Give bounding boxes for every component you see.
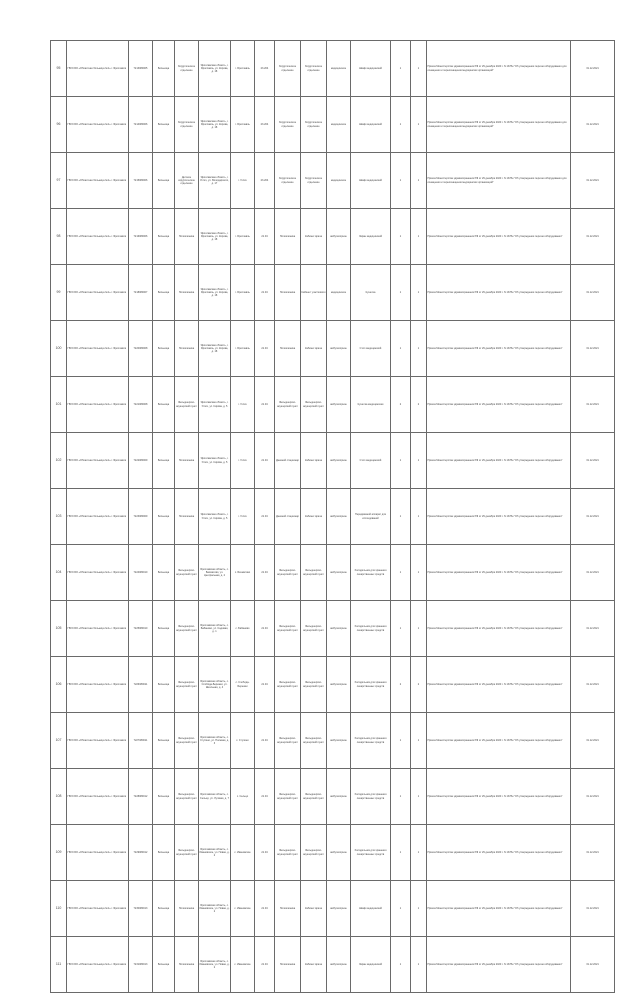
institution-type-cell: Больница [153, 321, 175, 377]
inventory-number-cell: 7229080012 [129, 825, 153, 881]
quantity-actual-cell: 1 [411, 489, 427, 545]
unit-kind-cell: Хирургическое отделение [275, 97, 301, 153]
regulation-basis-cell: Приказ Министерства здравоохранения РФ от 29 декабря 2020 г. N 1378н "Об утверждении перечня оборудования" [427, 377, 571, 433]
institution-type-cell: Больница [153, 545, 175, 601]
institution-type-cell: Больница [153, 209, 175, 265]
organization-name-cell: ГБУЗ ЯО «Областная больница №1» г. Ярославля [67, 321, 129, 377]
quantity-required-cell: 1 [391, 209, 411, 265]
locality-cell: г. Ярославль [231, 41, 255, 97]
inventory-number-cell: 7225080010 [129, 601, 153, 657]
locality-cell: г. Углич [231, 153, 255, 209]
address-cell: Ярославская область, с. Ступино, ул. Полевая, д. 3 [199, 713, 231, 769]
institution-type-cell: Больница [153, 433, 175, 489]
unit-name-cell: Кабинет врача [301, 937, 327, 993]
unit-name-cell: Фельдшерско-акушерский пункт [301, 601, 327, 657]
quantity-actual-cell: 1 [411, 825, 427, 881]
unit-name-cell: Фельдшерско-акушерский пункт [301, 545, 327, 601]
table-body [51, 41, 615, 993]
organization-name-cell: ГБУЗ ЯО «Областная больница №1» г. Ярославля [67, 825, 129, 881]
deadline-date-cell: 31.12.2021 [571, 433, 615, 489]
unit-name-cell: Кабинет врача [301, 209, 327, 265]
equipment-name-cell: Шкаф медицинский [351, 153, 391, 209]
row-number-cell: 96 [51, 97, 67, 153]
locality-cell: с. Бабаново [231, 601, 255, 657]
quantity-actual-cell: 1 [411, 97, 427, 153]
address-cell: Ярославская область, с. Слобода-Бережки, ул. Школьная, д. 4 [199, 657, 231, 713]
code-value-cell: 21.04 [255, 321, 275, 377]
quantity-required-cell: 1 [391, 321, 411, 377]
category-cell: амбулаторное [327, 825, 351, 881]
equipment-name-cell: Шкаф медицинский [351, 97, 391, 153]
department-cell: Поликлиника [175, 321, 199, 377]
organization-name-cell: ГБУЗ ЯО «Областная больница №1» г. Ярославля [67, 41, 129, 97]
deadline-date-cell: 31.12.2021 [571, 769, 615, 825]
quantity-required-cell: 1 [391, 41, 411, 97]
department-cell: Фельдшерско-акушерский пункт [175, 769, 199, 825]
table-row [51, 769, 615, 825]
table-row [51, 97, 615, 153]
row-number-cell: 111 [51, 937, 67, 993]
table-row [51, 601, 615, 657]
department-cell: Фельдшерско-акушерский пункт [175, 377, 199, 433]
organization-name-cell: ГБУЗ ЯО «Областная больница №1» г. Ярославля [67, 601, 129, 657]
unit-kind-cell: Поликлиника [275, 209, 301, 265]
quantity-required-cell: 1 [391, 433, 411, 489]
locality-cell: г. Углич [231, 433, 255, 489]
code-value-cell: 23.204 [255, 153, 275, 209]
deadline-date-cell: 31.12.2021 [571, 97, 615, 153]
department-cell: Фельдшерско-акушерский пункт [175, 601, 199, 657]
row-number-cell: 100 [51, 321, 67, 377]
institution-type-cell: Больница [153, 265, 175, 321]
inventory-number-cell: 7215080006 [129, 153, 153, 209]
unit-name-cell: Хирургическое отделение [301, 153, 327, 209]
institution-type-cell: Больница [153, 489, 175, 545]
unit-kind-cell: Фельдшерско-акушерский пункт [275, 601, 301, 657]
organization-name-cell: ГБУЗ ЯО «Областная больница №1» г. Ярославля [67, 937, 129, 993]
unit-kind-cell: Дневной стационар [275, 489, 301, 545]
unit-kind-cell: Фельдшерско-акушерский пункт [275, 825, 301, 881]
deadline-date-cell: 31.12.2021 [571, 153, 615, 209]
department-cell: Поликлиника [175, 209, 199, 265]
inventory-number-cell: 7213080005 [129, 41, 153, 97]
department-cell: Поликлиника [175, 433, 199, 489]
category-cell: медицинское [327, 153, 351, 209]
regulation-basis-cell: Приказ Министерства здравоохранения РФ от 29 декабря 2020 г. N 1378н "Об утверждении перечня оборудования" [427, 489, 571, 545]
inventory-number-cell: 7214080006 [129, 97, 153, 153]
organization-name-cell: ГБУЗ ЯО «Областная больница №1» г. Ярославля [67, 377, 129, 433]
table-row [51, 153, 615, 209]
table-row [51, 657, 615, 713]
code-value-cell: 21.04 [255, 881, 275, 937]
deadline-date-cell: 31.12.2021 [571, 713, 615, 769]
equipment-name-cell: Передвижной аппарат для исследований [351, 489, 391, 545]
code-value-cell: 23.204 [255, 41, 275, 97]
category-cell: амбулаторное [327, 601, 351, 657]
unit-name-cell: Кабинет участкового [301, 265, 327, 321]
deadline-date-cell: 31.12.2021 [571, 377, 615, 433]
inventory-number-cell: 7221080008 [129, 377, 153, 433]
category-cell: амбулаторное [327, 209, 351, 265]
unit-kind-cell: Поликлиника [275, 321, 301, 377]
address-cell: Ярославская область, г. Углич, ул. Володарского, д. 17 [199, 153, 231, 209]
equipment-name-cell: Холодильник для хранения лекарственных средств [351, 769, 391, 825]
inventory-number-cell: 7216080006 [129, 209, 153, 265]
organization-name-cell: ГБУЗ ЯО «Областная больница №1» г. Ярославля [67, 657, 129, 713]
unit-kind-cell: Хирургическое отделение [275, 153, 301, 209]
category-cell: амбулаторное [327, 489, 351, 545]
institution-type-cell: Больница [153, 97, 175, 153]
unit-kind-cell: Фельдшерско-акушерский пункт [275, 713, 301, 769]
row-number-cell: 106 [51, 657, 67, 713]
category-cell: амбулаторное [327, 937, 351, 993]
table-row [51, 377, 615, 433]
quantity-actual-cell: 1 [411, 265, 427, 321]
row-number-cell: 109 [51, 825, 67, 881]
code-value-cell: 21.04 [255, 601, 275, 657]
row-number-cell: 99 [51, 265, 67, 321]
unit-name-cell: Фельдшерско-акушерский пункт [301, 713, 327, 769]
department-cell: Поликлиника [175, 937, 199, 993]
category-cell: медицинское [327, 97, 351, 153]
institution-type-cell: Больница [153, 713, 175, 769]
department-cell: Фельдшерско-акушерский пункт [175, 545, 199, 601]
deadline-date-cell: 31.12.2021 [571, 881, 615, 937]
locality-cell: г. Углич [231, 377, 255, 433]
row-number-cell: 107 [51, 713, 67, 769]
unit-name-cell: Кабинет врача [301, 321, 327, 377]
institution-type-cell: Больница [153, 825, 175, 881]
code-value-cell: 21.04 [255, 825, 275, 881]
locality-cell: г. Ярославль [231, 265, 255, 321]
department-cell: Поликлиника [175, 881, 199, 937]
address-cell: Ярославская область, г. Ярославль, ул. Кирова, д. 18 [199, 209, 231, 265]
quantity-actual-cell: 1 [411, 209, 427, 265]
table-row [51, 321, 615, 377]
address-cell: Ярославская область, с. Бахматово, ул. Центральная, д. 2 [199, 545, 231, 601]
locality-cell: с. Слобода-Бережки [231, 657, 255, 713]
address-cell: Ярославская область, с. Ивановское, ул. Новая, д. 2 [199, 937, 231, 993]
table-row [51, 713, 615, 769]
locality-cell: с. Ивановское [231, 881, 255, 937]
table-row [51, 433, 615, 489]
inventory-number-cell: 7230080013 [129, 881, 153, 937]
equipment-name-cell: Кушетка [351, 265, 391, 321]
equipment-name-cell: Кушетка медицинская [351, 377, 391, 433]
category-cell: амбулаторное [327, 881, 351, 937]
table-row [51, 881, 615, 937]
inventory-number-cell: 7222080009 [129, 433, 153, 489]
quantity-required-cell: 1 [391, 489, 411, 545]
table-row [51, 489, 615, 545]
row-number-cell: 104 [51, 545, 67, 601]
equipment-name-cell: Холодильник для хранения лекарственных средств [351, 601, 391, 657]
equipment-name-cell: Холодильник для хранения лекарственных средств [351, 545, 391, 601]
organization-name-cell: ГБУЗ ЯО «Областная больница №1» г. Ярославля [67, 713, 129, 769]
regulation-basis-cell: Приказ Министерства здравоохранения РФ от 29 декабря 2020 г. N 1378н "Об утверждении перечня оборудования" [427, 545, 571, 601]
address-cell: Ярославская область, г. Ярославль, ул. Кирова, д. 18 [199, 97, 231, 153]
unit-kind-cell: Дневной стационар [275, 433, 301, 489]
organization-name-cell: ГБУЗ ЯО «Областная больница №1» г. Ярославля [67, 545, 129, 601]
quantity-actual-cell: 1 [411, 937, 427, 993]
code-value-cell: 21.04 [255, 657, 275, 713]
code-value-cell: 21.04 [255, 489, 275, 545]
quantity-required-cell: 1 [391, 825, 411, 881]
code-value-cell: 21.04 [255, 769, 275, 825]
quantity-actual-cell: 2 [411, 657, 427, 713]
inventory-number-cell: 7228080012 [129, 769, 153, 825]
address-cell: Ярославская область, с. Бабаново, ул. Садовая, д. 1 [199, 601, 231, 657]
deadline-date-cell: 31.12.2021 [571, 825, 615, 881]
inventory-number-cell: 7218080007 [129, 265, 153, 321]
department-cell: Фельдшерско-акушерский пункт [175, 657, 199, 713]
organization-name-cell: ГБУЗ ЯО «Областная больница №1» г. Ярославля [67, 433, 129, 489]
category-cell: амбулаторное [327, 321, 351, 377]
category-cell: амбулаторное [327, 433, 351, 489]
inventory-number-cell: 7231080013 [129, 937, 153, 993]
inventory-number-cell: 7227080011 [129, 713, 153, 769]
regulation-basis-cell: Приказ Министерства здравоохранения РФ от 29 декабря 2020 г. N 1378н "Об утверждении перечня оборудования" [427, 769, 571, 825]
quantity-required-cell: 1 [391, 153, 411, 209]
regulation-basis-cell: Приказ Министерства здравоохранения РФ от 29 декабря 2020 г. N 1378н "Об утверждении перечня оборудования для оснащения и переоснащения медицинских организаций" [427, 153, 571, 209]
code-value-cell: 21.04 [255, 265, 275, 321]
quantity-required-cell: 2 [391, 657, 411, 713]
regulation-basis-cell: Приказ Министерства здравоохранения РФ от 29 декабря 2020 г. N 1378н "Об утверждении перечня оборудования" [427, 209, 571, 265]
quantity-actual-cell: 1 [411, 41, 427, 97]
unit-kind-cell: Поликлиника [275, 265, 301, 321]
regulation-basis-cell: Приказ Министерства здравоохранения РФ от 29 декабря 2020 г. N 1378н "Об утверждении перечня оборудования" [427, 937, 571, 993]
table-row [51, 209, 615, 265]
regulation-basis-cell: Приказ Министерства здравоохранения РФ от 29 декабря 2020 г. N 1378н "Об утверждении перечня оборудования для оснащения и переоснащения медицинских организаций" [427, 41, 571, 97]
equipment-name-cell: Холодильник для хранения лекарственных средств [351, 657, 391, 713]
address-cell: Ярославская область, г. Углич, ул. Кирова, д. 5 [199, 489, 231, 545]
inventory-number-cell: 7220080008 [129, 321, 153, 377]
regulation-basis-cell: Приказ Министерства здравоохранения РФ от 29 декабря 2020 г. N 1378н "Об утверждении перечня оборудования" [427, 825, 571, 881]
row-number-cell: 98 [51, 209, 67, 265]
regulation-basis-cell: Приказ Министерства здравоохранения РФ от 29 декабря 2020 г. N 1378н "Об утверждении перечня оборудования" [427, 657, 571, 713]
category-cell: медицинское [327, 265, 351, 321]
quantity-actual-cell: 1 [411, 321, 427, 377]
code-value-cell: 21.04 [255, 937, 275, 993]
locality-cell: с. Бахматово [231, 545, 255, 601]
unit-kind-cell: Хирургическое отделение [275, 41, 301, 97]
address-cell: Ярославская область, г. Углич, ул. Кирова, д. 5 [199, 433, 231, 489]
quantity-required-cell: 1 [391, 769, 411, 825]
quantity-required-cell: 2 [391, 377, 411, 433]
organization-name-cell: ГБУЗ ЯО «Областная больница №1» г. Ярославля [67, 769, 129, 825]
equipment-name-cell: Шкаф медицинский [351, 41, 391, 97]
row-number-cell: 97 [51, 153, 67, 209]
regulation-basis-cell: Приказ Министерства здравоохранения РФ от 29 декабря 2020 г. N 1378н "Об утверждении перечня оборудования" [427, 321, 571, 377]
quantity-actual-cell: 1 [411, 153, 427, 209]
regulation-basis-cell: Приказ Министерства здравоохранения РФ от 29 декабря 2020 г. N 1378н "Об утверждении перечня оборудования" [427, 713, 571, 769]
department-cell: Фельдшерско-акушерский пункт [175, 825, 199, 881]
organization-name-cell: ГБУЗ ЯО «Областная больница №1» г. Ярославля [67, 265, 129, 321]
unit-kind-cell: Фельдшерско-акушерский пункт [275, 657, 301, 713]
equipment-name-cell: Экран медицинский [351, 937, 391, 993]
quantity-required-cell: 1 [391, 545, 411, 601]
deadline-date-cell: 31.12.2021 [571, 321, 615, 377]
department-cell: Детское хирургическое отделение [175, 153, 199, 209]
row-number-cell: 102 [51, 433, 67, 489]
unit-name-cell: Фельдшерско-акушерский пункт [301, 657, 327, 713]
unit-kind-cell: Поликлиника [275, 881, 301, 937]
deadline-date-cell: 31.12.2021 [571, 657, 615, 713]
department-cell: Поликлиника [175, 265, 199, 321]
address-cell: Ярославская область, г. Ярославль, ул. Кирова, д. 18 [199, 321, 231, 377]
institution-type-cell: Больница [153, 937, 175, 993]
organization-name-cell: ГБУЗ ЯО «Областная больница №1» г. Ярославля [67, 153, 129, 209]
quantity-required-cell: 1 [391, 601, 411, 657]
institution-type-cell: Больница [153, 881, 175, 937]
table-row [51, 825, 615, 881]
organization-name-cell: ГБУЗ ЯО «Областная больница №1» г. Ярославля [67, 881, 129, 937]
code-value-cell: 21.04 [255, 377, 275, 433]
locality-cell: г. Ярославль [231, 97, 255, 153]
regulation-basis-cell: Приказ Министерства здравоохранения РФ от 29 декабря 2020 г. N 1378н "Об утверждении перечня оборудования" [427, 433, 571, 489]
institution-type-cell: Больница [153, 769, 175, 825]
institution-type-cell: Больница [153, 657, 175, 713]
institution-type-cell: Больница [153, 41, 175, 97]
row-number-cell: 103 [51, 489, 67, 545]
unit-name-cell: Хирургическое отделение [301, 41, 327, 97]
quantity-actual-cell: 2 [411, 377, 427, 433]
quantity-actual-cell: 1 [411, 601, 427, 657]
deadline-date-cell: 31.12.2021 [571, 265, 615, 321]
row-number-cell: 105 [51, 601, 67, 657]
quantity-actual-cell: 1 [411, 769, 427, 825]
locality-cell: г. Углич [231, 489, 255, 545]
address-cell: Ярославская область, г. Углич, ул. Кирова, д. 5 [199, 377, 231, 433]
quantity-required-cell: 1 [391, 937, 411, 993]
category-cell: амбулаторное [327, 545, 351, 601]
quantity-required-cell: 1 [391, 265, 411, 321]
address-cell: Ярославская область, с. Сельцо, ул. Луговая, д. 7 [199, 769, 231, 825]
deadline-date-cell: 31.12.2021 [571, 209, 615, 265]
institution-type-cell: Больница [153, 377, 175, 433]
row-number-cell: 95 [51, 41, 67, 97]
equipment-name-cell: Холодильник для хранения лекарственных средств [351, 825, 391, 881]
code-value-cell: 21.04 [255, 713, 275, 769]
code-value-cell: 21.04 [255, 433, 275, 489]
deadline-date-cell: 31.12.2021 [571, 545, 615, 601]
unit-name-cell: Фельдшерско-акушерский пункт [301, 769, 327, 825]
locality-cell: г. Ярославль [231, 321, 255, 377]
quantity-actual-cell: 1 [411, 433, 427, 489]
locality-cell: с. Сельцо [231, 769, 255, 825]
regulation-basis-cell: Приказ Министерства здравоохранения РФ от 29 декабря 2020 г. N 1378н "Об утверждении перечня оборудования" [427, 601, 571, 657]
unit-name-cell: Хирургическое отделение [301, 97, 327, 153]
inventory-number-cell: 7224080010 [129, 545, 153, 601]
equipment-name-cell: Экран медицинский [351, 209, 391, 265]
unit-name-cell: Фельдшерско-акушерский пункт [301, 377, 327, 433]
department-cell: Поликлиника [175, 489, 199, 545]
equipment-name-cell: Шкаф медицинский [351, 881, 391, 937]
inventory-number-cell: 7223080009 [129, 489, 153, 545]
equipment-name-cell: Стол медицинский [351, 321, 391, 377]
row-number-cell: 101 [51, 377, 67, 433]
row-number-cell: 110 [51, 881, 67, 937]
unit-kind-cell: Фельдшерско-акушерский пункт [275, 377, 301, 433]
quantity-required-cell: 1 [391, 97, 411, 153]
equipment-table [50, 40, 615, 993]
table-row [51, 937, 615, 993]
organization-name-cell: ГБУЗ ЯО «Областная больница №1» г. Ярославля [67, 489, 129, 545]
unit-name-cell: Кабинет врача [301, 881, 327, 937]
address-cell: Ярославская область, с. Ивановское, ул. Новая, д. 2 [199, 825, 231, 881]
regulation-basis-cell: Приказ Министерства здравоохранения РФ от 29 декабря 2020 г. N 1378н "Об утверждении перечня оборудования для оснащения и переоснащения медицинских организаций" [427, 97, 571, 153]
unit-kind-cell: Фельдшерско-акушерский пункт [275, 769, 301, 825]
unit-name-cell: Кабинет врача [301, 489, 327, 545]
quantity-required-cell: 1 [391, 881, 411, 937]
code-value-cell: 23.204 [255, 97, 275, 153]
regulation-basis-cell: Приказ Министерства здравоохранения РФ от 29 декабря 2020 г. N 1378н "Об утверждении перечня оборудования" [427, 265, 571, 321]
locality-cell: с. Ступино [231, 713, 255, 769]
unit-name-cell: Кабинет врача [301, 433, 327, 489]
deadline-date-cell: 31.12.2021 [571, 489, 615, 545]
quantity-actual-cell: 1 [411, 713, 427, 769]
address-cell: Ярославская область, г. Ярославль, ул. Кирова, д. 18 [199, 41, 231, 97]
code-value-cell: 21.04 [255, 209, 275, 265]
department-cell: Фельдшерско-акушерский пункт [175, 713, 199, 769]
quantity-actual-cell: 1 [411, 881, 427, 937]
deadline-date-cell: 31.12.2021 [571, 937, 615, 993]
table-row [51, 265, 615, 321]
code-value-cell: 21.04 [255, 545, 275, 601]
locality-cell: с. Ивановское [231, 825, 255, 881]
deadline-date-cell: 31.12.2021 [571, 601, 615, 657]
equipment-name-cell: Холодильник для хранения лекарственных средств [351, 713, 391, 769]
quantity-required-cell: 1 [391, 713, 411, 769]
unit-kind-cell: Фельдшерско-акушерский пункт [275, 545, 301, 601]
category-cell: амбулаторное [327, 657, 351, 713]
organization-name-cell: ГБУЗ ЯО «Областная больница №1» г. Ярославля [67, 97, 129, 153]
regulation-basis-cell: Приказ Министерства здравоохранения РФ от 29 декабря 2020 г. N 1378н "Об утверждении перечня оборудования" [427, 881, 571, 937]
category-cell: медицинское [327, 41, 351, 97]
category-cell: амбулаторное [327, 769, 351, 825]
row-number-cell: 108 [51, 769, 67, 825]
deadline-date-cell: 31.12.2021 [571, 41, 615, 97]
department-cell: Хирургическое отделение [175, 41, 199, 97]
table-row [51, 545, 615, 601]
equipment-name-cell: Стол медицинский [351, 433, 391, 489]
institution-type-cell: Больница [153, 153, 175, 209]
organization-name-cell: ГБУЗ ЯО «Областная больница №1» г. Ярославля [67, 209, 129, 265]
unit-kind-cell: Поликлиника [275, 937, 301, 993]
quantity-actual-cell: 1 [411, 545, 427, 601]
category-cell: амбулаторное [327, 377, 351, 433]
institution-type-cell: Больница [153, 601, 175, 657]
department-cell: Хирургическое отделение [175, 97, 199, 153]
inventory-number-cell: 7226080011 [129, 657, 153, 713]
category-cell: амбулаторное [327, 713, 351, 769]
unit-name-cell: Фельдшерско-акушерский пункт [301, 825, 327, 881]
table-row [51, 41, 615, 97]
address-cell: Ярославская область, г. Ярославль, ул. Кирова, д. 18 [199, 265, 231, 321]
address-cell: Ярославская область, с. Ивановское, ул. Новая, д. 2 [199, 881, 231, 937]
locality-cell: г. Ярославль [231, 209, 255, 265]
locality-cell: с. Ивановское [231, 937, 255, 993]
